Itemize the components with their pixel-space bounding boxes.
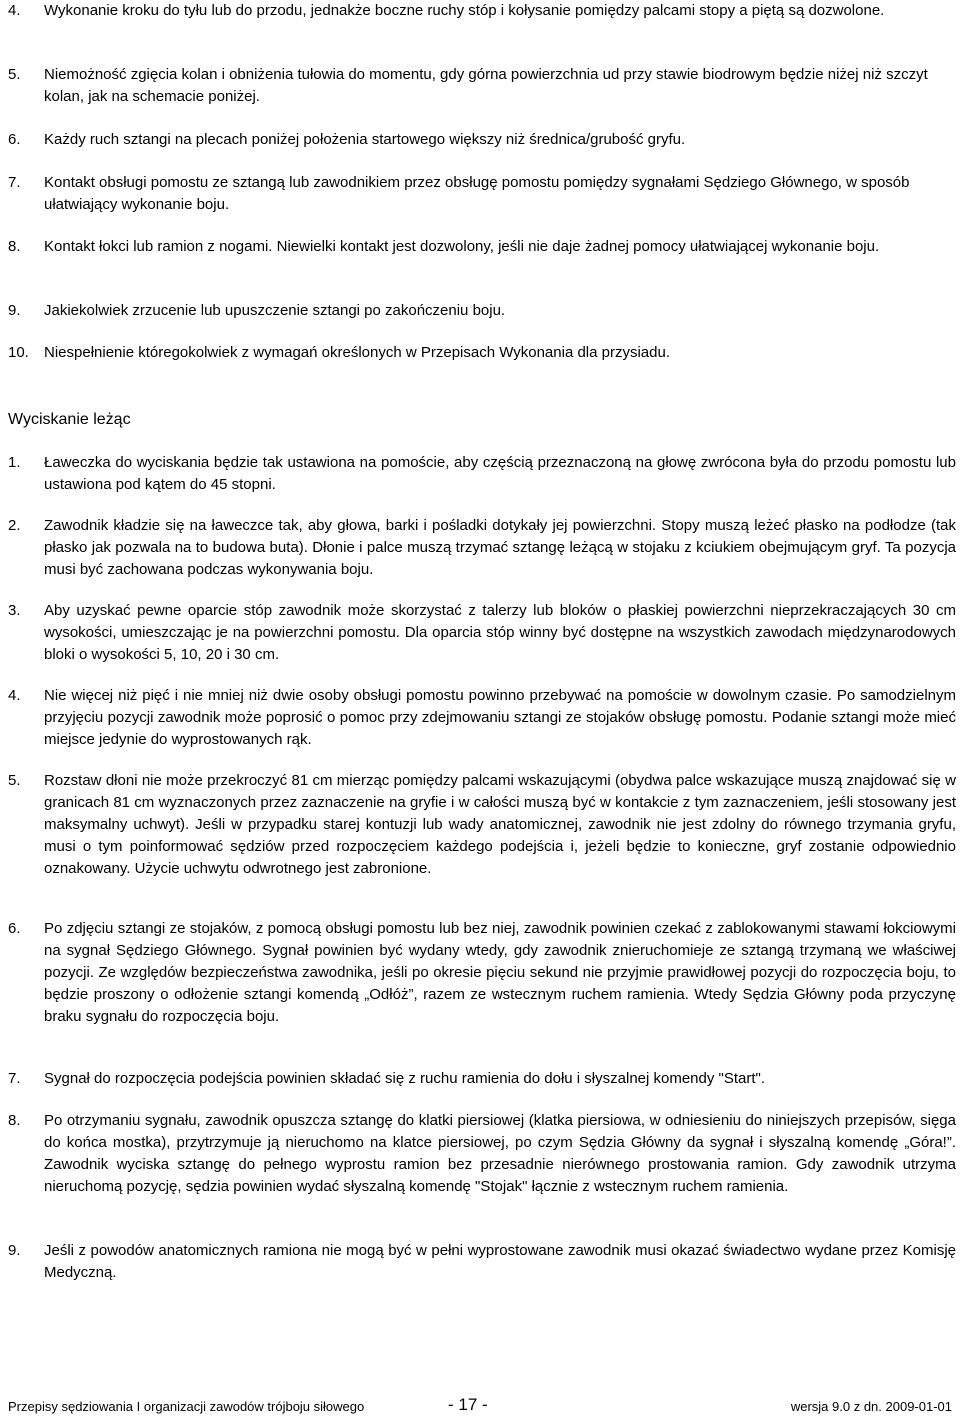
- footer-document-title: Przepisy sędziowania I organizacji zawodów trójboju siłowego: [8, 1399, 365, 1414]
- list-number: 2.: [8, 517, 21, 534]
- bench-rule-9: [8, 1240, 956, 1284]
- list-text: Niemożność zgięcia kolan i obniżenia tułowia do momentu, gdy górna powierzchnia ud przy stawie biodrowym będzie niżej niż szczyt kolan, jak na schemacie poniżej.: [44, 66, 928, 105]
- list-text: Kontakt obsługi pomostu ze sztangą lub zawodnikiem przez obsługę pomostu pomiędzy sygnałami Sędziego Głównego, w sposób ułatwiający wykonanie boju.: [44, 174, 910, 213]
- list-text: Jeśli z powodów anatomicznych ramiona nie mogą być w pełni wyprostowane zawodnik musi okazać świadectwo wydane przez Komisję Medyczną.: [44, 1242, 956, 1281]
- bench-rule-8: [8, 1110, 956, 1198]
- list-text: Wykonanie kroku do tyłu lub do przodu, jednakże boczne ruchy stóp i kołysanie pomiędzy palcami stopy a piętą są dozwolone.: [44, 2, 885, 19]
- bench-rule-5: [8, 770, 956, 880]
- list-number: 8.: [8, 1112, 21, 1129]
- bench-rule-4: [8, 685, 956, 751]
- list-item-4: [8, 0, 956, 22]
- bench-rule-3: [8, 600, 956, 666]
- list-item-10: [8, 342, 956, 364]
- bench-rule-1: [8, 452, 956, 496]
- list-number: 5.: [8, 66, 21, 83]
- list-text: Kontakt łokci lub ramion z nogami. Niewielki kontakt jest dozwolony, jeśli nie daje żadnej pomocy ułatwiającej wykonanie boju.: [44, 238, 880, 255]
- list-item-6: [8, 129, 956, 151]
- list-number: 6.: [8, 920, 21, 937]
- list-number: 9.: [8, 1242, 21, 1259]
- list-number: 6.: [8, 131, 21, 148]
- list-text: Rozstaw dłoni nie może przekroczyć 81 cm mierząc pomiędzy palcami wskazującymi (obydwa palce wskazujące muszą znajdować się w granicach 81 cm wyznaczonych przez zaznaczenie na gryfie i w całości muszą być w kontakcie z tym zaznaczeniem, jeśli stosowany jest maksymalny uchwyt). Jeśli w przypadku starej kontuzji lub wady anatomicznej, zawodnik nie jest zdolny do równego trzymania gryfu, musi o tym poinformować sędziów przed rozpoczęciem każdego podejścia i, jeżeli będzie to konieczne, gryf zostanie odpowiednio oznakowany. Użycie uchwytu odwrotnego jest zabronione.: [44, 772, 956, 877]
- list-number: 7.: [8, 1070, 21, 1087]
- list-number: 5.: [8, 772, 21, 789]
- list-number: 9.: [8, 302, 21, 319]
- list-number: 4.: [8, 2, 21, 19]
- footer-version: wersja 9.0 z dn. 2009-01-01: [790, 1399, 952, 1414]
- bench-rule-2: [8, 515, 956, 581]
- list-number: 8.: [8, 238, 21, 255]
- list-number: 3.: [8, 602, 21, 619]
- list-text: Po zdjęciu sztangi ze stojaków, z pomocą obsługi pomostu lub bez niej, zawodnik powinien czekać z zablokowanymi stawami łokciowymi na sygnał Sędziego Głównego. Sygnał powinien być wydany wtedy, gdy zawodnik znieruchomieje ze sztangą trzymaną we właściwej pozycji. Ze względów bezpieczeństwa zawodnika, jeśli po okresie pięciu sekund nie przyjmie prawidłowej pozycji do rozpoczęcia boju, to będzie proszony o odłożenie sztangi komendą „Odłóż”, razem ze wstecznym ruchem ramienia. Wtedy Sędzia Główny poda przyczynę braku sygnału do rozpoczęcia boju.: [44, 920, 956, 1025]
- list-text: Po otrzymaniu sygnału, zawodnik opuszcza sztangę do klatki piersiowej (klatka piersiowa, w odniesieniu do niniejszych przepisów, sięga do końca mostka), przytrzymuje ją nieruchomo na klatce piersiowej, po czym Sędzia Główny da sygnał i słyszalną komendę „Góra!”. Zawodnik wyciska sztangę do pełnego wyprostu ramion bez przesadnie nierównego prostowania ramion. Gdy zawodnik utrzyma nieruchomą pozycję, sędzia powinien wydać słyszalną komendę "Stojak" łącznie z wstecznym ruchem ramienia.: [44, 1112, 956, 1195]
- bench-rule-6: [8, 918, 956, 1028]
- list-number: 1.: [8, 454, 21, 471]
- page-number: - 17 -: [448, 1395, 488, 1414]
- list-item-9: [8, 300, 956, 322]
- list-text: Ławeczka do wyciskania będzie tak ustawiona na pomoście, aby częścią przeznaczoną na głowę zwrócona była do przodu pomostu lub ustawiona pod kątem do 45 stopni.: [44, 454, 956, 493]
- list-text: Aby uzyskać pewne oparcie stóp zawodnik może skorzystać z talerzy lub bloków o płaskiej powierzchni nieprzekraczających 30 cm wysokości, umieszczając je na powierzchni pomostu. Dla oparcia stóp winny być dostępne na wszystkich zawodach międzynarodowych bloki o wysokości 5, 10, 20 i 30 cm.: [44, 602, 956, 663]
- list-text: Jakiekolwiek zrzucenie lub upuszczenie sztangi po zakończeniu boju.: [44, 302, 506, 319]
- list-number: 4.: [8, 687, 21, 704]
- list-text: Nie więcej niż pięć i nie mniej niż dwie osoby obsługi pomostu powinno przebywać na pomoście w dowolnym czasie. Po samodzielnym przyjęciu pozycji zawodnik może poprosić o pomoc przy zdejmowaniu sztangi ze stojaków obsługę pomostu. Podanie sztangi może mieć miejsce jedynie do wyprostowanych rąk.: [44, 687, 956, 748]
- list-item-8: [8, 236, 956, 258]
- list-text: Sygnał do rozpoczęcia podejścia powinien składać się z ruchu ramienia do dołu i słyszalnej komendy "Start".: [44, 1070, 766, 1087]
- list-text: Każdy ruch sztangi na plecach poniżej położenia startowego większy niż średnica/grubość gryfu.: [44, 131, 686, 148]
- list-number: 7.: [8, 174, 21, 191]
- list-text: Niespełnienie któregokolwiek z wymagań określonych w Przepisach Wykonania dla przysiadu.: [44, 344, 671, 361]
- list-item-5: [8, 64, 956, 108]
- list-number: 10.: [8, 344, 29, 361]
- list-item-7: [8, 172, 956, 216]
- bench-rule-7: [8, 1068, 956, 1090]
- list-text: Zawodnik kładzie się na ławeczce tak, aby głowa, barki i pośladki dotykały jej powierzchni. Stopy muszą leżeć płasko na podłodze (tak płasko jak pozwala na to budowa buta). Dłonie i palce muszą trzymać sztangę leżącą w stojaku z kciukiem obejmującym gryf. Ta pozycja musi być zachowana podczas wykonywania boju.: [44, 517, 956, 578]
- section-title: Wyciskanie leżąc: [8, 411, 131, 428]
